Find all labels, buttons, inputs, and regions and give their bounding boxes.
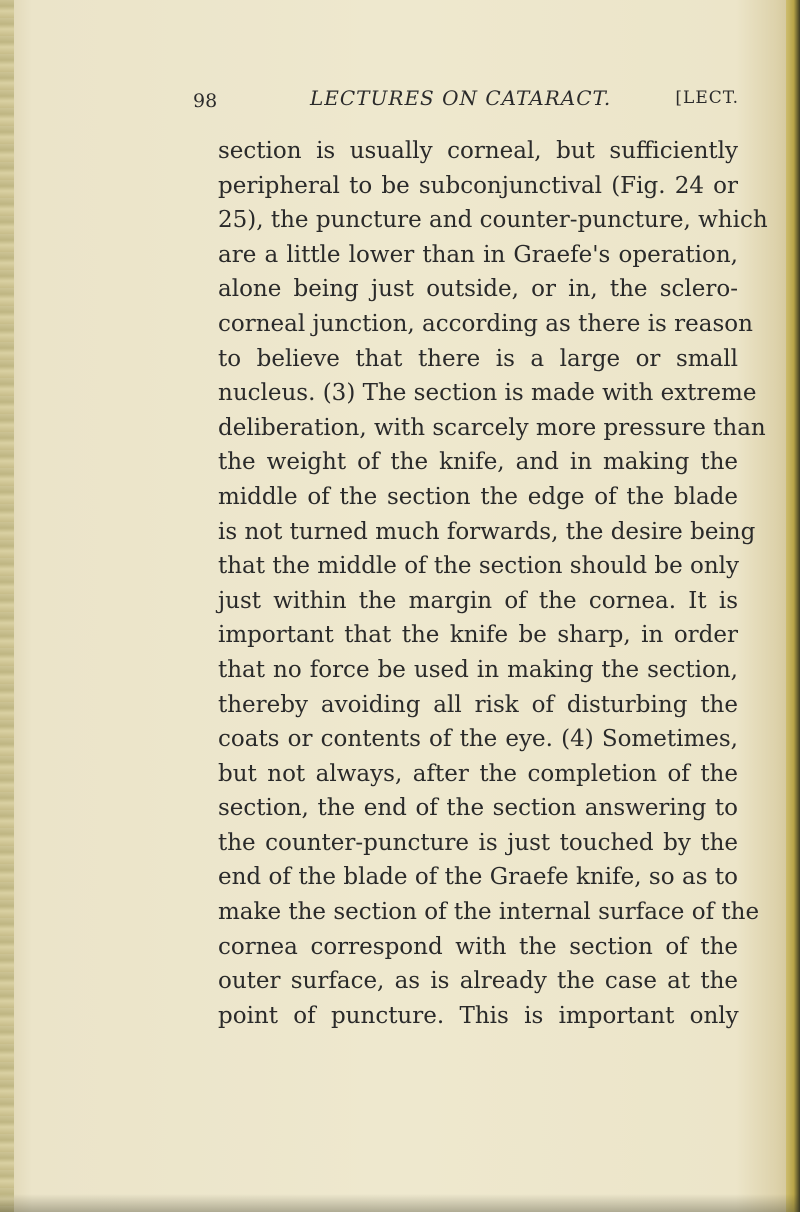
text-line: corneal junction, according as there is reason bbox=[218, 310, 753, 337]
text-line: the counter-puncture is just touched by the bbox=[218, 829, 738, 856]
running-head bbox=[193, 86, 739, 118]
page-bottom-shadow bbox=[0, 1194, 800, 1212]
text-line: is not turned much forwards, the desire being bbox=[218, 518, 756, 545]
running-section-label: [LECT. bbox=[675, 88, 739, 108]
text-line: deliberation, with scarcely more pressure than bbox=[218, 414, 766, 441]
text-line: thereby avoiding all risk of disturbing the bbox=[218, 691, 738, 718]
text-line: cornea correspond with the section of the bbox=[218, 933, 738, 960]
text-line: important that the knife be sharp, in order bbox=[218, 622, 738, 649]
text-line: 25), the puncture and counter-puncture, which bbox=[218, 207, 768, 234]
text-line: section is usually corneal, but sufficiently bbox=[218, 138, 738, 164]
text-line: alone being just outside, or in, the sclero- bbox=[218, 276, 738, 303]
text-line: to believe that there is a large or small bbox=[218, 345, 738, 372]
running-title: LECTURES ON CATARACT. bbox=[310, 86, 612, 110]
text-line: end of the blade of the Graefe knife, so as to bbox=[218, 864, 738, 891]
page-fore-edge bbox=[786, 0, 800, 1212]
text-line: just within the margin of the cornea. It is bbox=[218, 587, 738, 614]
page-number: 98 bbox=[193, 90, 218, 112]
text-line: outer surface, as is already the case at the bbox=[218, 968, 738, 995]
text-line: peripheral to be subconjunctival (Fig. 24 or bbox=[218, 172, 738, 199]
text-line: nucleus. (3) The section is made with extreme bbox=[218, 380, 757, 407]
text-line: that the middle of the section should be only bbox=[218, 553, 740, 580]
text-line: middle of the section the edge of the blade bbox=[218, 483, 738, 510]
text-line: that no force be used in making the section, bbox=[218, 656, 738, 683]
text-line: make the section of the internal surface of the bbox=[218, 899, 760, 926]
text-line: coats or contents of the eye. (4) Sometimes, bbox=[218, 726, 738, 753]
page-gutter-edge bbox=[0, 0, 14, 1212]
text-line: the weight of the knife, and in making the bbox=[218, 449, 738, 476]
text-line: section, the end of the section answering to bbox=[218, 795, 738, 822]
text-line: but not always, after the completion of the bbox=[218, 760, 738, 787]
body-text bbox=[218, 134, 768, 1033]
text-line: point of puncture. This is important only bbox=[218, 1002, 739, 1029]
text-line: are a little lower than in Graefe's operation, bbox=[218, 241, 738, 268]
